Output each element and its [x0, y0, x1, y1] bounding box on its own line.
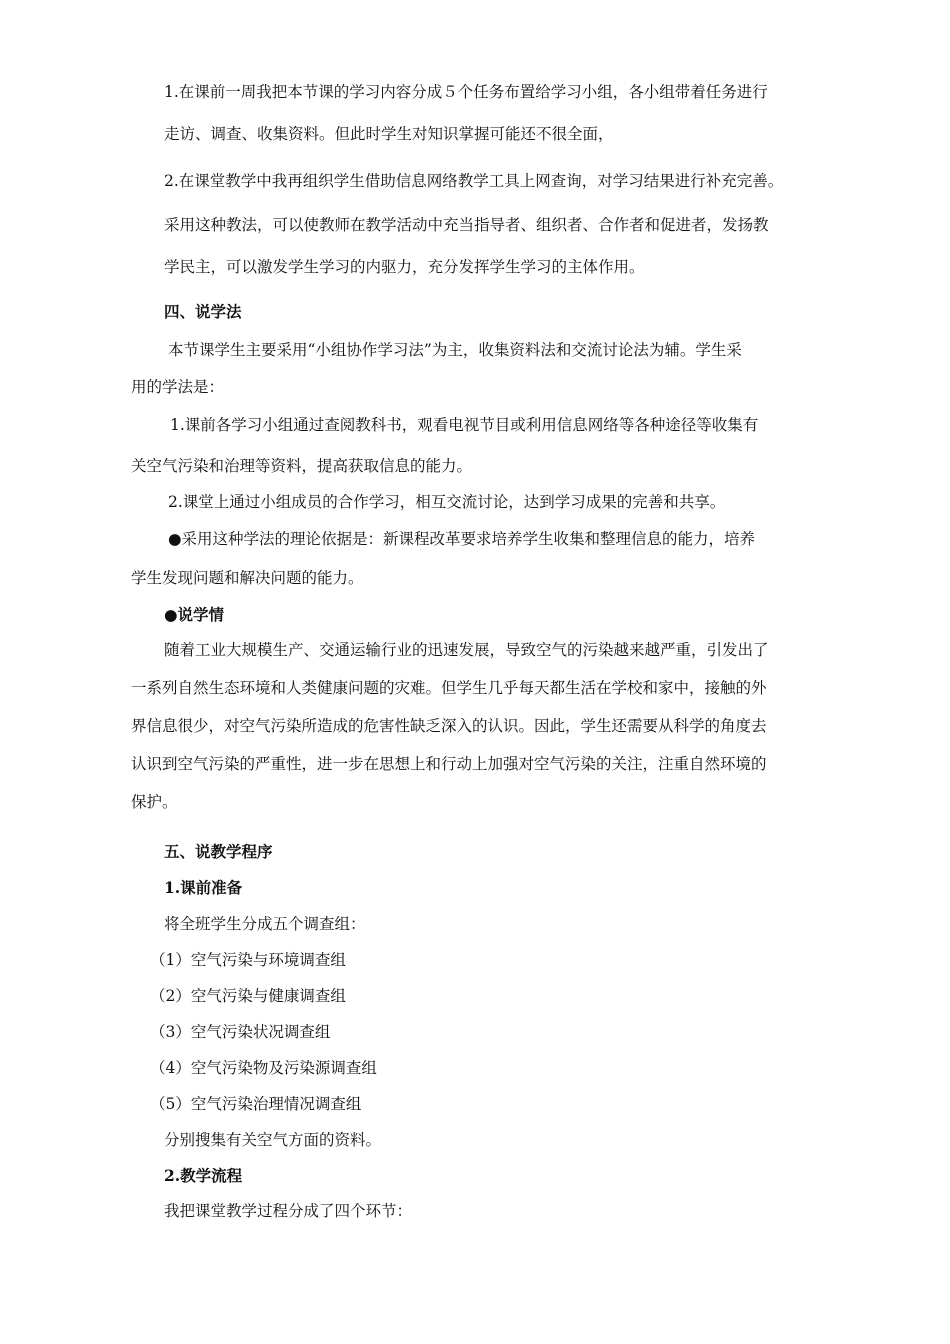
learning-basis-line2: 学生发现问题和解决问题的能力。 — [131, 569, 364, 587]
group-item: （5）空气污染治理情况调查组 — [150, 1095, 362, 1113]
situation-line: 一系列自然生态环境和人类健康问题的灾难。但学生几乎每天都生活在学校和家中，接触的外 — [131, 679, 767, 697]
method-item1-line2: 走访、调查、收集资料。但此时学生对知识掌握可能还不很全面， — [164, 125, 614, 143]
prep-heading: 1.课前准备 — [164, 878, 243, 897]
learning-item2: 2.课堂上通过小组成员的合作学习，相互交流讨论，达到学习成果的完善和共享。 — [168, 493, 726, 511]
group-item: （2）空气污染与健康调查组 — [150, 987, 346, 1005]
learning-item1-line1: 1.课前各学习小组通过查阅教科书，观看电视节目或利用信息网络等各种途径等收集有 — [170, 416, 759, 434]
learning-heading: 四、说学法 — [164, 302, 242, 321]
procedure-heading: 五、说教学程序 — [164, 842, 273, 861]
learning-intro-line2: 用的学法是： — [131, 378, 225, 396]
method-summary-line2: 学民主，可以激发学生学习的内驱力，充分发挥学生学习的主体作用。 — [164, 258, 645, 276]
learning-item1-line2: 关空气污染和治理等资料，提高获取信息的能力。 — [131, 457, 473, 475]
prep-outro: 分别搜集有关空气方面的资料。 — [164, 1131, 382, 1149]
method-summary-line1: 采用这种教法，可以使教师在教学活动中充当指导者、组织者、合作者和促进者，发扬教 — [164, 216, 769, 234]
situation-line: 随着工业大规模生产、交通运输行业的迅速发展，导致空气的污染越来越严重，引发出了 — [164, 641, 769, 659]
prep-intro: 将全班学生分成五个调查组： — [164, 915, 366, 933]
learning-intro-line1: 本节课学生主要采用“小组协作学习法”为主，收集资料法和交流讨论法为辅。学生采 — [168, 341, 742, 359]
situation-line: 认识到空气污染的严重性，进一步在思想上和行动上加强对空气污染的关注，注重自然环境的 — [131, 755, 767, 773]
situation-heading: ●说学情 — [164, 605, 225, 624]
method-item1-line1: 1.在课前一周我把本节课的学习内容分成５个任务布置给学习小组，各小组带着任务进行 — [164, 83, 768, 101]
group-item: （3）空气污染状况调查组 — [150, 1023, 331, 1041]
method-item2: 2.在课堂教学中我再组织学生借助信息网络教学工具上网查询，对学习结果进行补充完善。 — [164, 172, 784, 190]
learning-basis-line1: ●采用这种学法的理论依据是：新课程改革要求培养学生收集和整理信息的能力，培养 — [168, 530, 756, 548]
flow-intro: 我把课堂教学过程分成了四个环节： — [164, 1202, 413, 1220]
situation-line: 保护。 — [131, 793, 178, 811]
situation-line: 界信息很少，对空气污染所造成的危害性缺乏深入的认识。因此，学生还需要从科学的角度去 — [131, 717, 767, 735]
group-item: （4）空气污染物及污染源调查组 — [150, 1059, 377, 1077]
group-item: （1）空气污染与环境调查组 — [150, 951, 346, 969]
flow-heading: 2.教学流程 — [164, 1166, 243, 1185]
